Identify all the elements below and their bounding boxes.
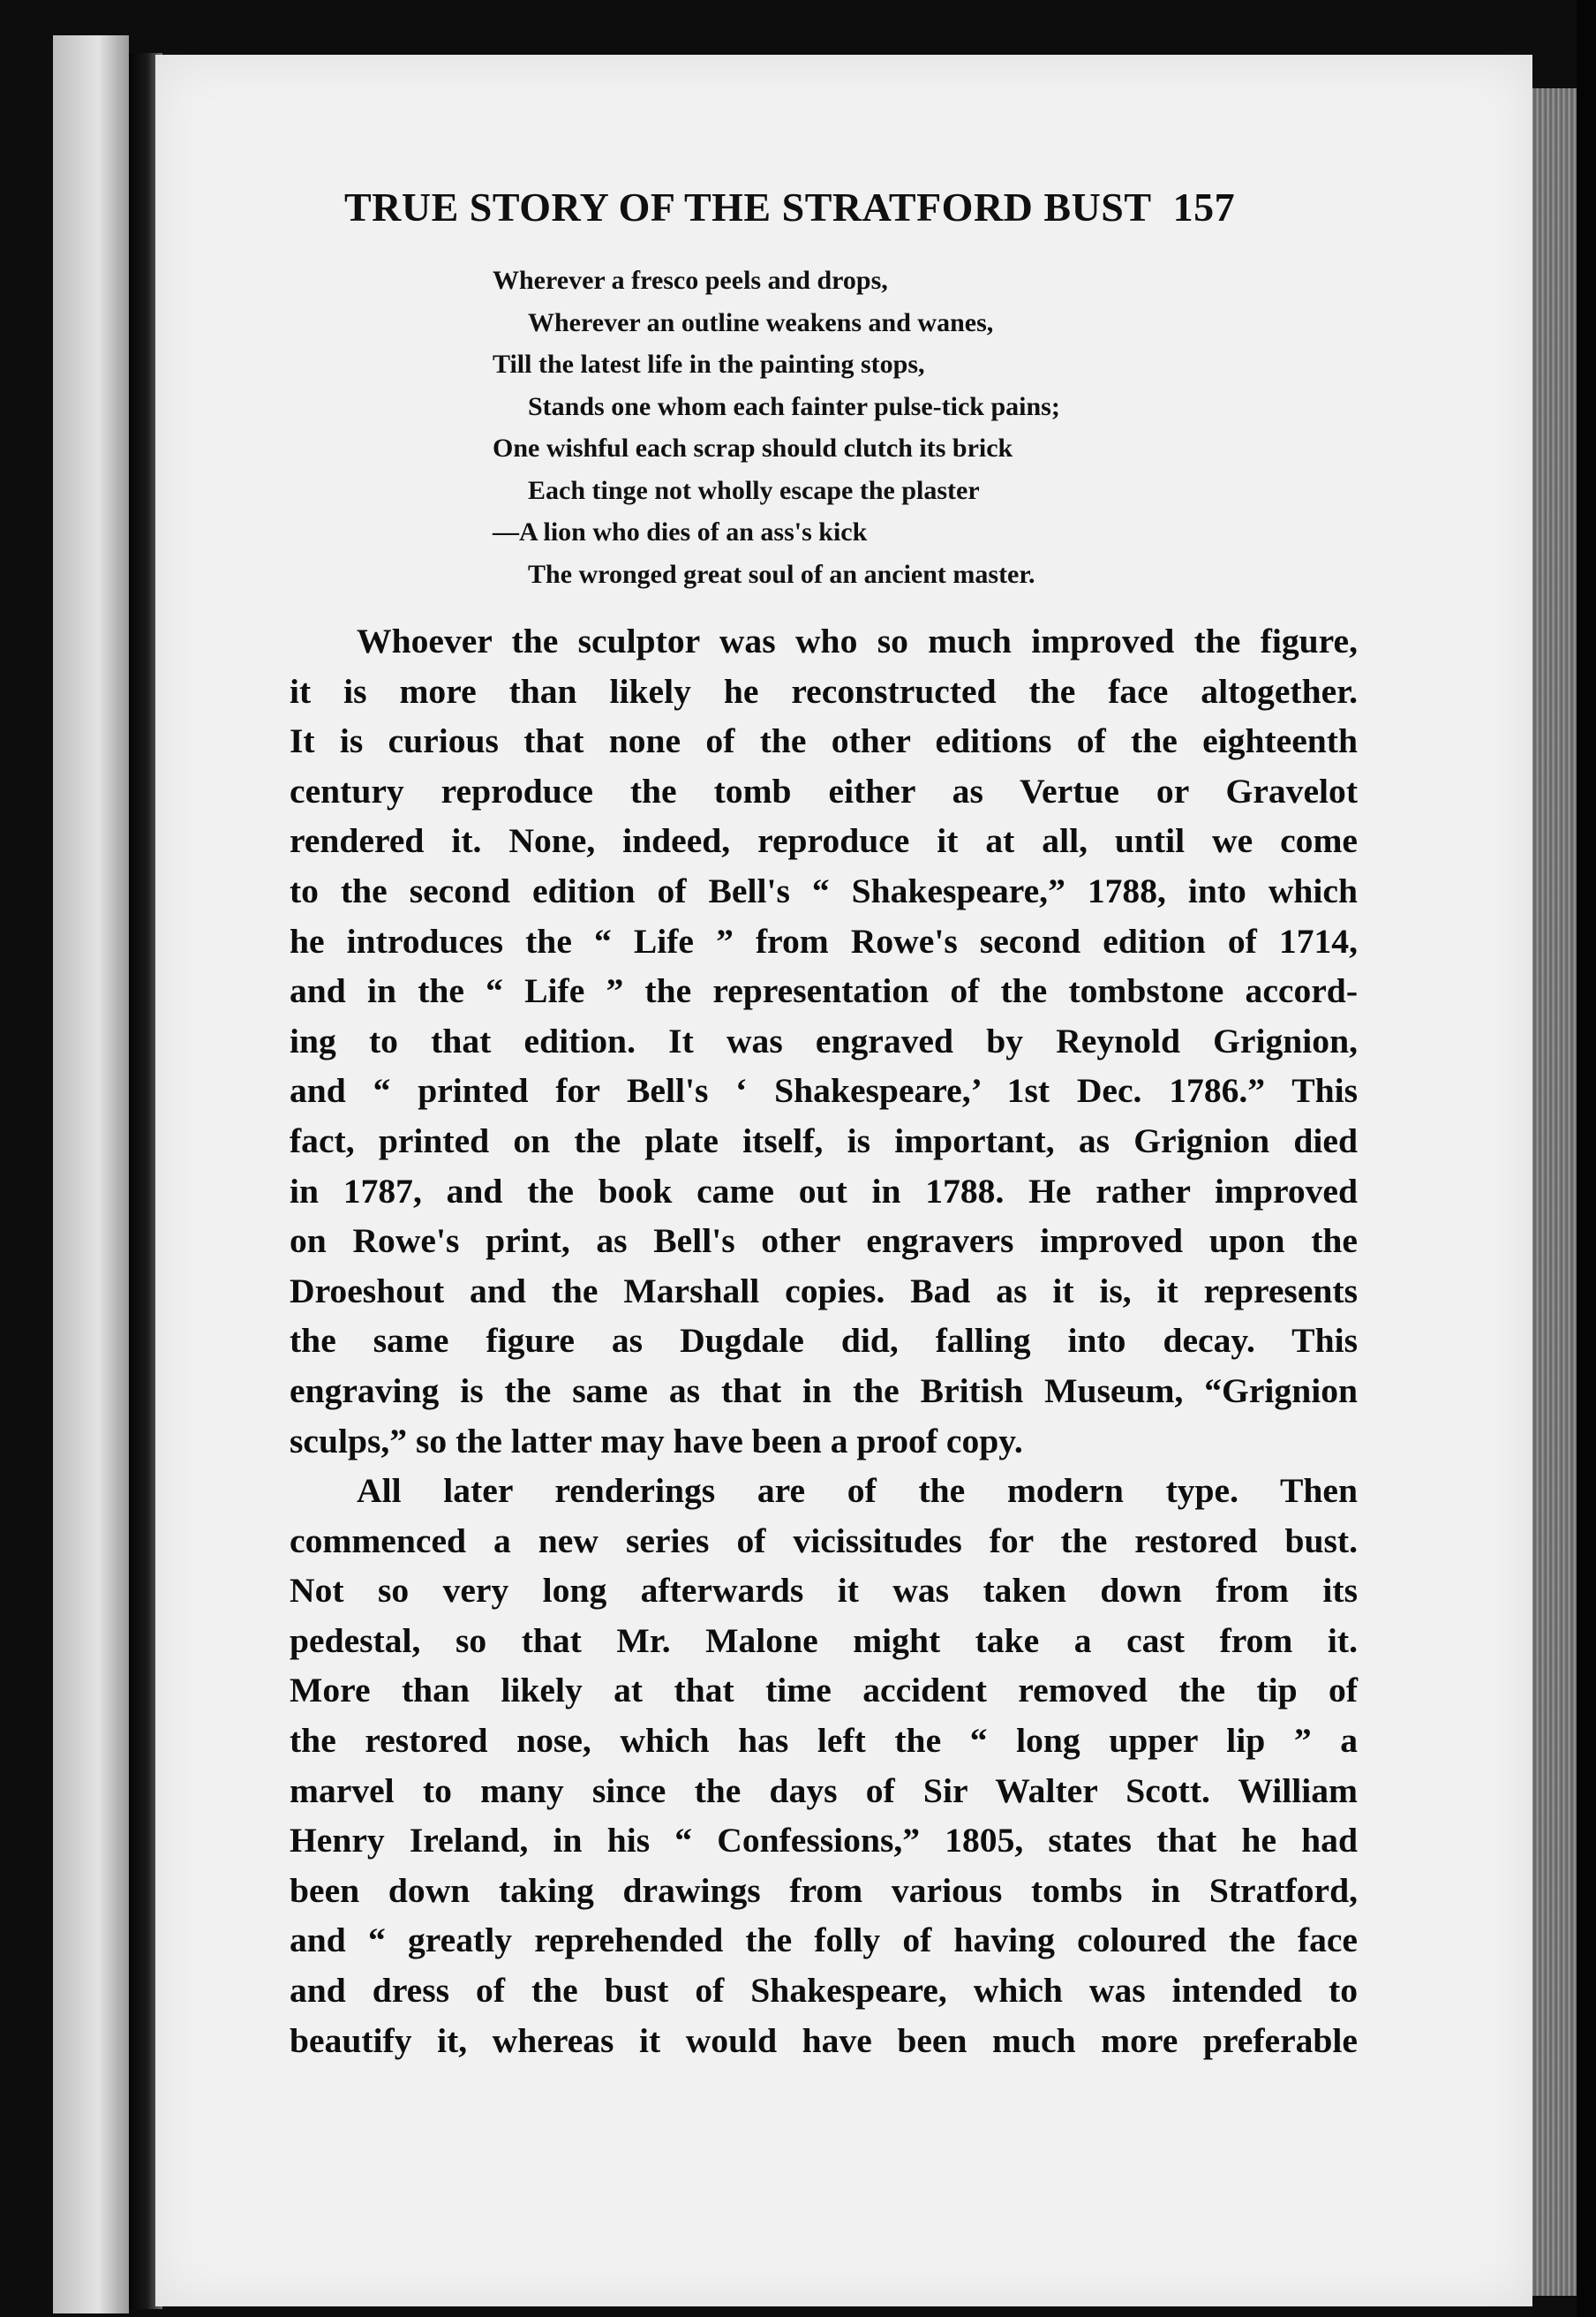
text-line: to the second edition of Bell's “ Shakespeare,” 1788, into which (290, 871, 1358, 910)
poem-line: —A lion who dies of an ass's kick (493, 517, 868, 547)
body-text (290, 616, 1358, 2065)
poem-stanza (493, 260, 1287, 595)
text-line: More than likely at that time accident removed the tip of (290, 1671, 1358, 1710)
page-stack-edge (1532, 88, 1577, 2296)
text-line: and dress of the bust of Shakespeare, which was intended to (290, 1971, 1358, 2011)
poem-line: One wishful each scrap should clutch its brick (493, 434, 1013, 463)
page-number: 157 (1172, 185, 1236, 230)
text-line: on Rowe's print, as Bell's other engravers improved upon the (290, 1221, 1358, 1261)
text-line: it is more than likely he reconstructed the face altogether. (290, 671, 1358, 711)
text-line: the restored nose, which has left the “ long upper lip ” a (290, 1721, 1358, 1761)
paragraph-2 (290, 1466, 1358, 2065)
text-line: marvel to many since the days of Sir Walter Scott. William (290, 1770, 1358, 1810)
text-line: in 1787, and the book came out in 1788. He rather improved (290, 1171, 1358, 1211)
poem-line: Each tinge not wholly escape the plaster (528, 475, 980, 505)
text-line: engraving is the same as that in the British Museum, “Grignion (290, 1370, 1358, 1410)
text-line: the same figure as Dugdale did, falling into decay. This (290, 1321, 1358, 1361)
text-line: been down taking drawings from various tombs in Stratford, (290, 1870, 1358, 1910)
poem-line: Wherever an outline weakens and wanes, (528, 307, 994, 337)
text-line: Whoever the sculptor was who so much improved the figure, (357, 622, 1358, 660)
text-line: pedestal, so that Mr. Malone might take a cast from it. (290, 1620, 1358, 1660)
poem-line: Till the latest life in the painting stops, (493, 350, 925, 379)
text-line: beautify it, whereas it would have been much more preferable (290, 2020, 1358, 2060)
text-line: he introduces the “ Life ” from Rowe's second edition of 1714, (290, 921, 1358, 961)
text-line: Not so very long afterwards it was taken down from its (290, 1571, 1358, 1611)
text-line: commenced a new series of vicissitudes for the restored bust. (290, 1521, 1358, 1560)
poem-line: The wronged great soul of an ancient master. (528, 559, 1035, 589)
text-line: Droeshout and the Marshall copies. Bad as it is, it represents (290, 1271, 1358, 1310)
poem-line: Wherever a fresco peels and drops, (493, 266, 888, 295)
text-line: All later renderings are of the modern type. Then (357, 1471, 1358, 1511)
text-line: fact, printed on the plate itself, is important, as Grignion died (290, 1121, 1358, 1160)
running-title: TRUE STORY OF THE STRATFORD BUST (344, 185, 1152, 230)
previous-page-edge (53, 35, 129, 2313)
text-line: rendered it. None, indeed, reproduce it at all, until we come (290, 821, 1358, 861)
text-line: sculps,” so the latter may have been a proof copy. (290, 1421, 1023, 1460)
poem-line: Stands one whom each fainter pulse-tick pains; (528, 391, 1060, 421)
text-line: century reproduce the tomb either as Vertue or Gravelot (290, 771, 1358, 811)
text-line: It is curious that none of the other editions of the eighteenth (290, 721, 1358, 761)
text-line: and in the “ Life ” the representation of the tombstone accord- (290, 971, 1358, 1011)
running-header (344, 184, 1351, 230)
text-line: Henry Ireland, in his “ Confessions,” 1805, states that he had (290, 1821, 1358, 1860)
text-line: ing to that edition. It was engraved by Reynold Grignion, (290, 1021, 1358, 1060)
paragraph-1 (290, 616, 1358, 1466)
text-line: and “ greatly reprehended the folly of having coloured the face (290, 1921, 1358, 1960)
scan-border (1577, 0, 1596, 2317)
text-line: and “ printed for Bell's ‘ Shakespeare,’ 1st Dec. 1786.” This (290, 1071, 1358, 1111)
